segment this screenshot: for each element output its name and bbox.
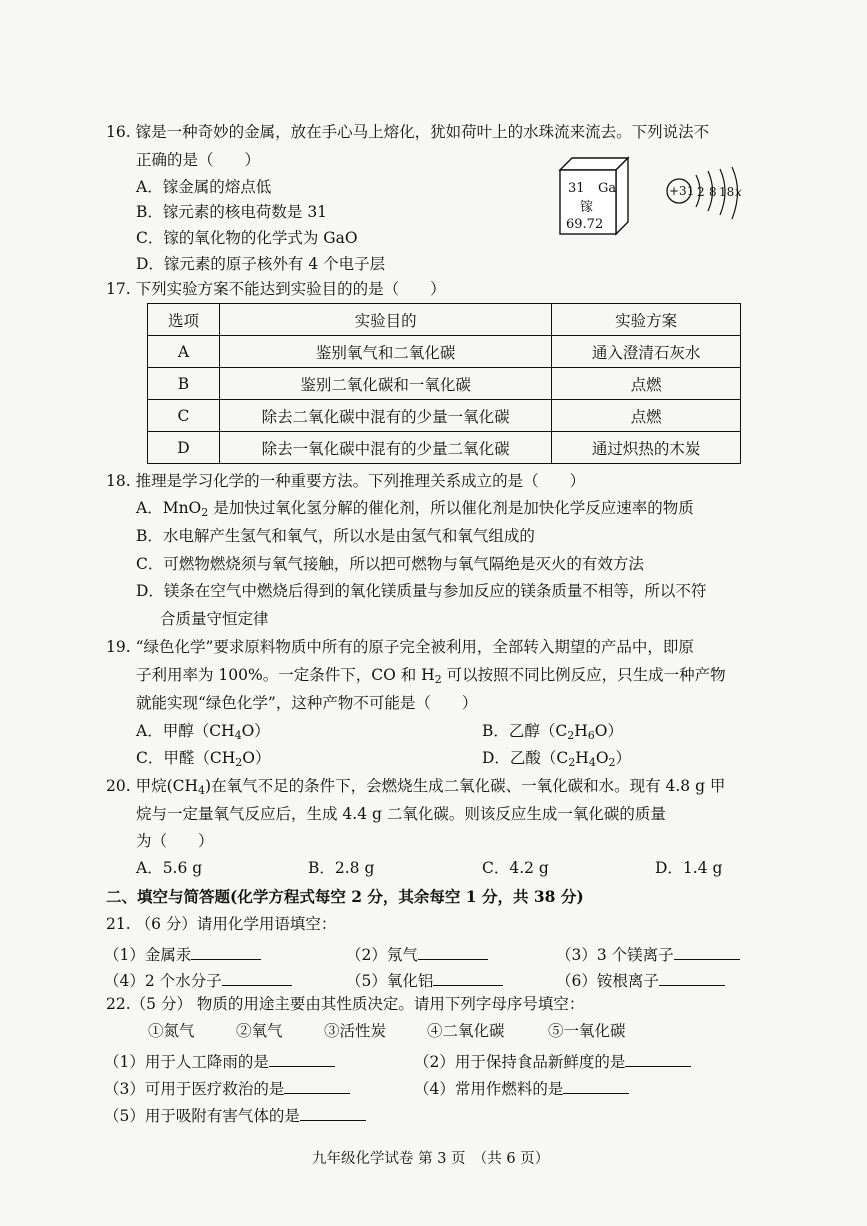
atom-nucleus: +31 bbox=[669, 184, 695, 198]
q20-option-a: A．5.6 g bbox=[136, 859, 203, 877]
q21-item-5 bbox=[346, 971, 503, 990]
q20-option-c: C．4.2 g bbox=[482, 859, 549, 877]
answer-blank[interactable] bbox=[222, 971, 292, 986]
element-mass: 69.72 bbox=[566, 217, 604, 232]
section-heading: 二、填空与简答题(化学方程式每空 2 分，其余每空 1 分，共 38 分) bbox=[106, 887, 584, 906]
q17-stem: 17. 下列实验方案不能达到实验目的的是（ ） bbox=[106, 280, 446, 298]
q20-stem-line1 bbox=[106, 779, 725, 795]
q18-stem: 18. 推理是学习化学的一种重要方法。下列推理关系成立的是（ ） bbox=[106, 472, 586, 490]
text: H bbox=[574, 722, 588, 740]
q20-option-b: B．2.8 g bbox=[308, 859, 375, 877]
table-cell: 通入澄清石灰水 bbox=[552, 336, 741, 368]
table-header: 选项 bbox=[148, 304, 220, 336]
q19-stem-line3: 就能实现“绿色化学”，这种产物不可能是（ ） bbox=[136, 694, 478, 712]
answer-blank[interactable] bbox=[269, 1052, 335, 1067]
q20-stem-line3: 为（ ） bbox=[136, 832, 214, 850]
q16-option-b: B．镓元素的核电荷数是 31 bbox=[136, 203, 328, 221]
q22-item-2 bbox=[414, 1052, 691, 1071]
table-cell: 鉴别氧气和二氧化碳 bbox=[219, 336, 551, 368]
table-row bbox=[148, 432, 741, 464]
q22-choice-2: ②氧气 bbox=[236, 1022, 283, 1040]
q22-item-1 bbox=[104, 1052, 335, 1071]
page-footer: 九年级化学试卷 第 3 页 （共 6 页） bbox=[312, 1151, 550, 1167]
table-cell: 除去一氧化碳中混有的少量二氧化碳 bbox=[219, 432, 551, 464]
q22-choice-3: ③活性炭 bbox=[324, 1022, 387, 1040]
answer-blank[interactable] bbox=[418, 945, 488, 960]
element-symbol: Ga bbox=[598, 181, 617, 196]
table-header-row bbox=[148, 304, 741, 336]
text: O） bbox=[241, 722, 270, 740]
q21-item-6 bbox=[556, 971, 725, 990]
q18-option-c: C．可燃物燃烧须与氧气接触，所以把可燃物与氧气隔绝是灭火的有效方法 bbox=[136, 555, 644, 573]
item-label: （1）金属汞 bbox=[104, 946, 192, 964]
table-row bbox=[148, 336, 741, 368]
q16-stem-line1: 16. 镓是一种奇妙的金属，放在手心马上熔化，犹如荷叶上的水珠流来流去。下列说法不 bbox=[106, 123, 710, 141]
text: O） bbox=[594, 722, 624, 740]
q17-table bbox=[147, 303, 741, 464]
q16-stem-line2: 正确的是（ ） bbox=[136, 151, 261, 169]
q22-item-5 bbox=[104, 1106, 366, 1125]
text: ） bbox=[615, 749, 632, 767]
text: )在氧气不足的条件下，会燃烧生成二氧化碳、一氧化碳和水。现有 4.8 g 甲 bbox=[205, 777, 726, 795]
text: H bbox=[575, 749, 589, 767]
q21-item-2 bbox=[346, 945, 488, 964]
table-cell: 鉴别二氧化碳和一氧化碳 bbox=[219, 368, 551, 400]
subscript: 2 bbox=[235, 756, 243, 769]
text: C．甲醛（CH bbox=[136, 749, 236, 767]
text: 20. 甲烷(CH bbox=[106, 777, 199, 795]
table-cell: D bbox=[148, 432, 220, 464]
table-cell: 点燃 bbox=[552, 368, 741, 400]
q22-item-3 bbox=[104, 1079, 350, 1098]
text: O） bbox=[242, 749, 271, 767]
subscript: 2 bbox=[568, 756, 576, 769]
table-row bbox=[148, 400, 741, 432]
q19-stem-line2 bbox=[136, 668, 726, 684]
q20-stem-line2: 烷与一定量氧气反应后，生成 4.4 g 二氧化碳。则该反应生成一氧化碳的质量 bbox=[136, 805, 666, 823]
subscript: 2 bbox=[567, 729, 575, 742]
q16-option-d: D．镓元素的原子核外有 4 个电子层 bbox=[136, 255, 386, 273]
text: A．MnO bbox=[136, 499, 202, 517]
q18-option-d-line1: D．镁条在空气中燃烧后得到的氧化镁质量与参加反应的镁条质量不相等，所以不符 bbox=[136, 582, 707, 600]
q22-choice-1: ①氮气 bbox=[148, 1022, 195, 1040]
table-header: 实验方案 bbox=[552, 304, 741, 336]
q20-option-d: D．1.4 g bbox=[655, 859, 723, 877]
q21-item-3 bbox=[556, 945, 740, 964]
item-label: （2）氖气 bbox=[346, 946, 418, 964]
table-header: 实验目的 bbox=[219, 304, 551, 336]
answer-blank[interactable] bbox=[659, 971, 725, 986]
answer-blank[interactable] bbox=[433, 971, 503, 986]
table-cell: 除去二氧化碳中混有的少量一氧化碳 bbox=[219, 400, 551, 432]
atom-shell-4: x bbox=[735, 185, 742, 199]
q19-option-d bbox=[482, 751, 631, 767]
element-number: 31 bbox=[568, 181, 585, 196]
q16-option-c: C．镓的氧化物的化学式为 GaO bbox=[136, 229, 358, 247]
answer-blank[interactable] bbox=[625, 1052, 691, 1067]
item-label: （5）氧化铝 bbox=[346, 972, 434, 990]
q16-option-a: A．镓金属的熔点低 bbox=[136, 178, 272, 196]
table-row bbox=[148, 368, 741, 400]
q22-choice-5: ⑤一氧化碳 bbox=[548, 1022, 626, 1040]
answer-blank[interactable] bbox=[563, 1079, 629, 1094]
answer-blank[interactable] bbox=[674, 945, 740, 960]
q18-option-a bbox=[136, 501, 694, 517]
text: 子利用率为 100%。一定条件下，CO 和 H bbox=[136, 666, 435, 684]
q18-option-b: B．水电解产生氢气和氧气，所以水是由氢气和氧气组成的 bbox=[136, 527, 535, 545]
answer-blank[interactable] bbox=[284, 1079, 350, 1094]
text: D．乙酸（C bbox=[482, 749, 569, 767]
item-label: （6）铵根离子 bbox=[556, 972, 659, 990]
item-label: （5）用于吸附有害气体的是 bbox=[104, 1107, 300, 1125]
table-cell: 通过炽热的木炭 bbox=[552, 432, 741, 464]
item-label: （1）用于人工降雨的是 bbox=[104, 1053, 269, 1071]
table-cell: A bbox=[148, 336, 220, 368]
q22-choice-4: ④二氧化碳 bbox=[427, 1022, 505, 1040]
text: B．乙醇（C bbox=[482, 722, 568, 740]
item-label: （3）3 个镁离子 bbox=[556, 946, 674, 964]
text: O bbox=[595, 749, 609, 767]
q22-item-4 bbox=[414, 1079, 629, 1098]
subscript: 2 bbox=[608, 756, 616, 769]
text: A．甲醇（CH bbox=[136, 722, 235, 740]
text: 可以按照不同比例反应，只生成一种产物 bbox=[441, 666, 726, 684]
atom-shell-1: 2 bbox=[697, 185, 705, 199]
atom-shell-3: 18 bbox=[719, 185, 735, 199]
table-cell: C bbox=[148, 400, 220, 432]
subscript: 2 bbox=[434, 673, 442, 686]
subscript: 2 bbox=[201, 506, 209, 519]
table-cell: 点燃 bbox=[552, 400, 741, 432]
item-label: （4）常用作燃料的是 bbox=[414, 1080, 564, 1098]
atom-shell-2: 8 bbox=[709, 185, 717, 199]
subscript: 6 bbox=[587, 729, 595, 742]
item-label: （3）可用于医疗救治的是 bbox=[104, 1080, 285, 1098]
subscript: 4 bbox=[234, 729, 242, 742]
subscript: 4 bbox=[198, 784, 206, 797]
answer-blank[interactable] bbox=[300, 1106, 366, 1121]
q19-option-c bbox=[136, 751, 270, 767]
answer-blank[interactable] bbox=[191, 945, 261, 960]
q21-stem: 21. （6 分）请用化学用语填空： bbox=[106, 915, 337, 933]
q19-option-a bbox=[136, 724, 270, 740]
table-cell: B bbox=[148, 368, 220, 400]
q22-stem: 22.（5 分） 物质的用途主要由其性质决定。请用下列字母序号填空： bbox=[106, 995, 585, 1013]
q21-item-4 bbox=[104, 971, 292, 990]
text: 是加快过氧化氢分解的催化剂，所以催化剂是加快化学反应速率的物质 bbox=[208, 499, 694, 517]
element-name: 镓 bbox=[580, 200, 594, 215]
q18-option-d-line2: 合质量守恒定律 bbox=[160, 610, 269, 628]
subscript: 4 bbox=[588, 756, 596, 769]
item-label: （4）2 个水分子 bbox=[104, 972, 222, 990]
q19-stem-line1: 19. “绿色化学”要求原料物质中所有的原子完全被利用，全部转入期望的产品中，即原 bbox=[106, 638, 694, 656]
item-label: （2）用于保持食品新鲜度的是 bbox=[414, 1053, 626, 1071]
q19-option-b bbox=[482, 724, 623, 740]
q21-item-1 bbox=[104, 945, 261, 964]
